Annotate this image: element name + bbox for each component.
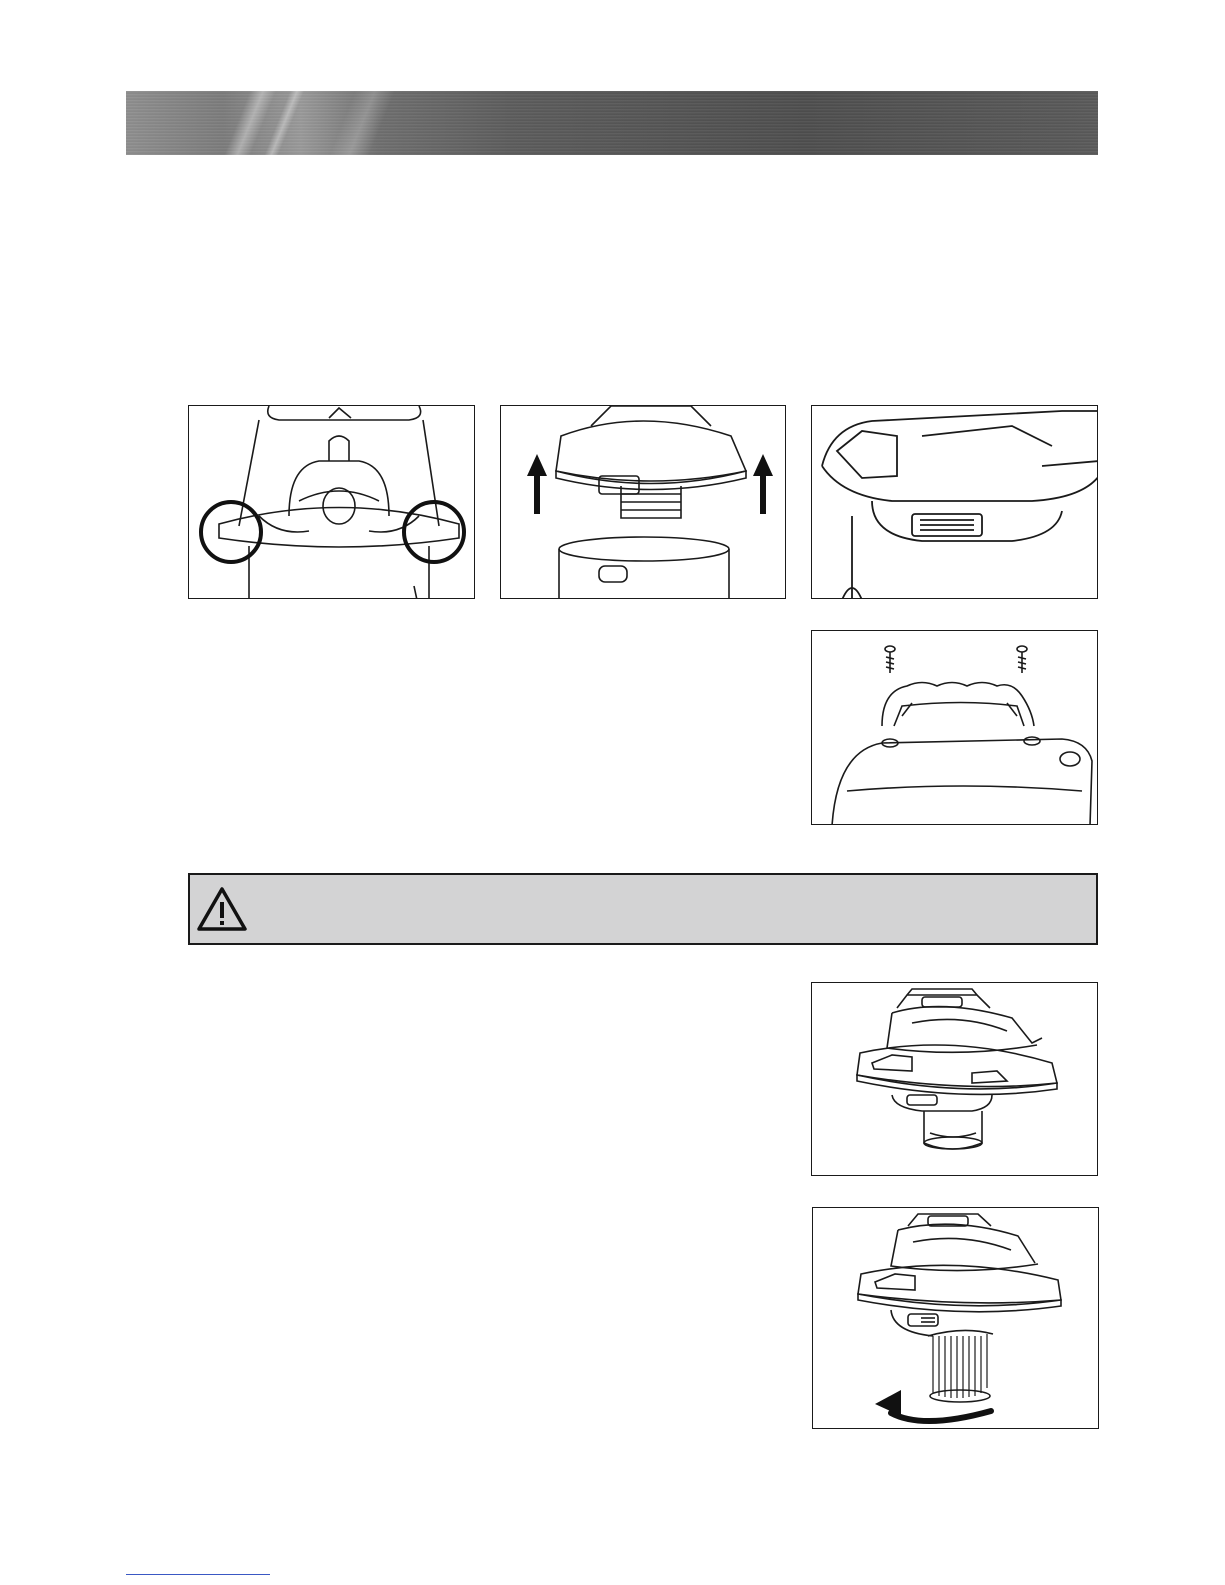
warning-box (188, 873, 1098, 945)
handle-screws-illustration (812, 631, 1098, 825)
handle-screws-figure (811, 630, 1098, 825)
lift-lid-arrows-illustration (501, 406, 786, 599)
filter-twist-illustration (813, 1208, 1099, 1429)
banner-streak (323, 91, 399, 155)
lift-lid-figure (500, 405, 786, 599)
latch-closeup-illustration (812, 406, 1098, 599)
motor-head-figure (811, 982, 1098, 1176)
header-banner (126, 91, 1098, 155)
latch-closeup-figure (811, 405, 1098, 599)
filter-twist-figure (812, 1207, 1099, 1429)
motor-head-illustration (812, 983, 1098, 1176)
latch-release-figure (188, 405, 475, 599)
footer-rule (126, 1574, 270, 1575)
warning-triangle-icon (196, 885, 248, 933)
latch-circles-illustration (189, 406, 475, 599)
